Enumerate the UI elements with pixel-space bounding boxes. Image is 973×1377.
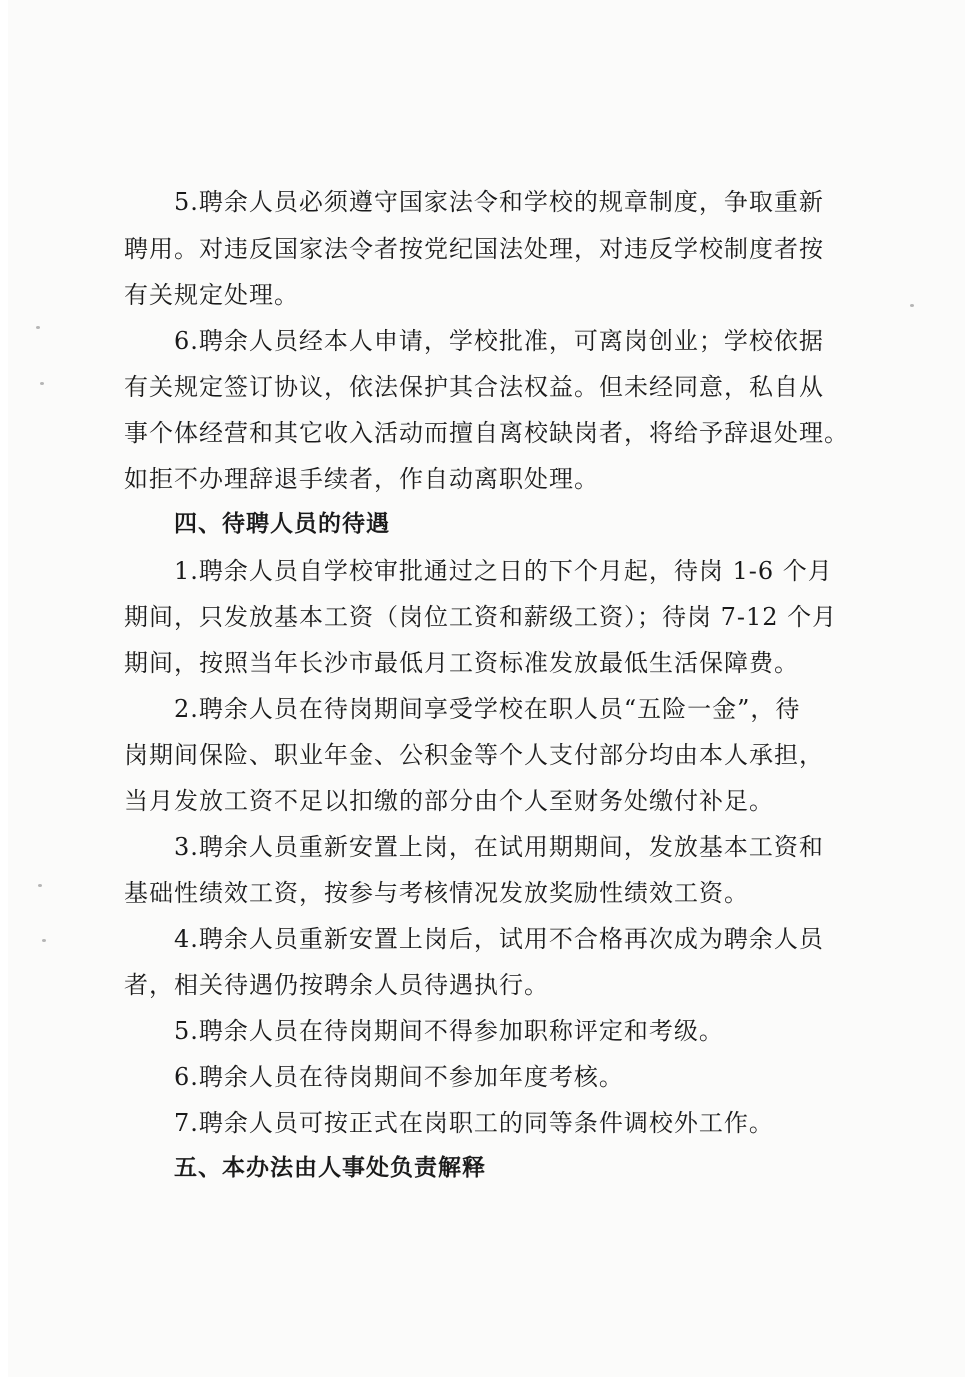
paragraph-line: 6.聘余人员在待岗期间不参加年度考核。 <box>174 1063 624 1091</box>
paragraph-line: 5.聘余人员必须遵守国家法令和学校的规章制度，争取重新 <box>174 188 824 216</box>
section-heading: 五、本办法由人事处负责解释 <box>174 1155 486 1181</box>
paragraph-line: 者，相关待遇仍按聘余人员待遇执行。 <box>124 971 549 999</box>
paragraph-line: 4.聘余人员重新安置上岗后，试用不合格再次成为聘余人员 <box>174 925 824 953</box>
scan-edge-left <box>0 0 8 1377</box>
scan-speck <box>38 884 42 887</box>
scan-speck <box>42 939 46 942</box>
paragraph-line: 3.聘余人员重新安置上岗，在试用期期间，发放基本工资和 <box>174 833 824 861</box>
section-heading: 四、待聘人员的待遇 <box>174 511 390 537</box>
paragraph-line: 期间，按照当年长沙市最低月工资标准发放最低生活保障费。 <box>124 649 799 677</box>
paragraph-line: 聘用。对违反国家法令者按党纪国法处理，对违反学校制度者按 <box>124 235 824 263</box>
paragraph-line: 2.聘余人员在待岗期间享受学校在职人员“五险一金”，待 <box>174 695 801 723</box>
scan-speck <box>40 382 44 385</box>
paragraph-line: 事个体经营和其它收入活动而擅自离校缺岗者，将给予辞退处理。 <box>124 419 849 447</box>
paragraph-line: 7.聘余人员可按正式在岗职工的同等条件调校外工作。 <box>174 1109 774 1137</box>
paragraph-line: 1.聘余人员自学校审批通过之日的下个月起，待岗 1-6 个月 <box>174 557 833 585</box>
paragraph-line: 有关规定签订协议，依法保护其合法权益。但未经同意，私自从 <box>124 373 824 401</box>
paragraph-line: 期间，只发放基本工资（岗位工资和薪级工资）；待岗 7-12 个月 <box>124 603 838 631</box>
paragraph-line: 5.聘余人员在待岗期间不得参加职称评定和考级。 <box>174 1017 724 1045</box>
scan-speck <box>910 304 914 307</box>
paragraph-line: 6.聘余人员经本人申请，学校批准，可离岗创业；学校依据 <box>174 327 824 355</box>
paragraph-line: 岗期间保险、职业年金、公积金等个人支付部分均由本人承担， <box>124 741 824 769</box>
scan-edge-right <box>965 0 973 1377</box>
paragraph-line: 如拒不办理辞退手续者，作自动离职处理。 <box>124 465 599 493</box>
scan-speck <box>36 326 40 329</box>
paragraph-line: 基础性绩效工资，按参与考核情况发放奖励性绩效工资。 <box>124 879 749 907</box>
paragraph-line: 有关规定处理。 <box>124 281 299 309</box>
paragraph-line: 当月发放工资不足以扣缴的部分由个人至财务处缴付补足。 <box>124 787 774 815</box>
